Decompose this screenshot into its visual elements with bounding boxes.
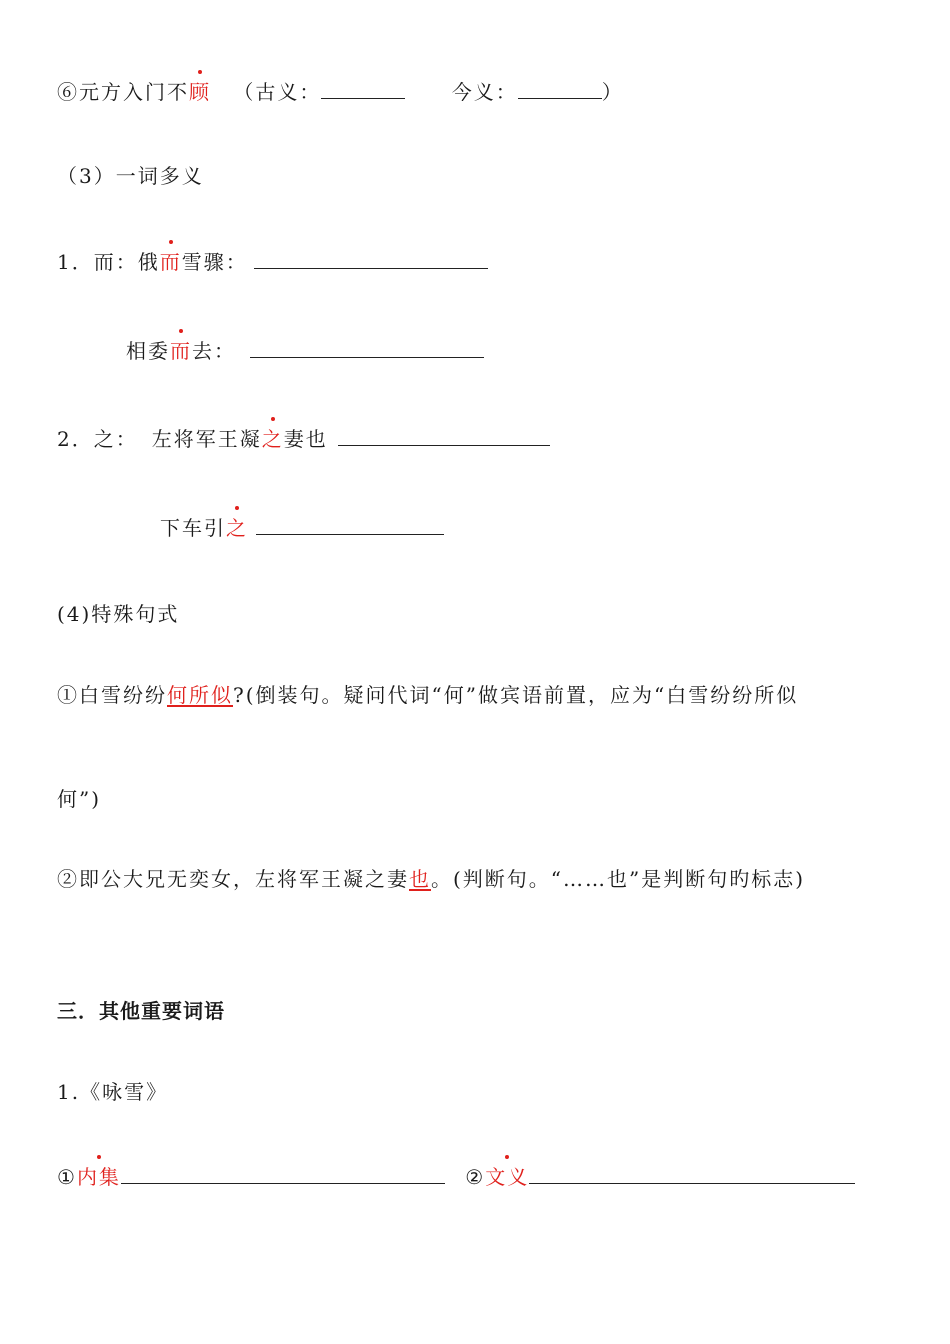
yx-item1-target [77, 1165, 121, 1189]
item6-line [57, 78, 624, 106]
gu-answer-blank[interactable] [321, 78, 405, 99]
s2-post: 。(判断句。“……也”是判断句旳标志) [431, 867, 806, 891]
zhi-ex1-post: 妻也 [283, 427, 328, 451]
zhi-line-2 [160, 514, 444, 542]
teshu-sentence-2 [57, 865, 805, 893]
er-ex1-blank[interactable] [254, 248, 488, 269]
item6-close: ） [601, 80, 624, 104]
yx-item1-num: ① [57, 1165, 77, 1189]
er-line-2 [126, 337, 484, 365]
zhi-ex1-target: 之 [261, 427, 284, 451]
er-ex2-blank[interactable] [250, 337, 484, 358]
zhi-num: 2．之： [57, 427, 138, 451]
zhi-ex2-blank[interactable] [256, 514, 444, 535]
teshu-heading: (4)特殊句式 [57, 602, 180, 626]
yx-item1-target-text: 内集 [76, 1165, 121, 1189]
item6-prefix: ⑥元方入门不 [57, 80, 189, 104]
er-ex2-pre: 相委 [126, 339, 170, 363]
yx-item2-num: ② [465, 1165, 486, 1189]
er-ex1-post: 雪骤： [181, 250, 248, 274]
zhi-line-1 [57, 425, 550, 453]
yongxue-title: 1.《咏雪》 [57, 1080, 169, 1104]
yici-heading: （3）一词多义 [57, 164, 204, 188]
teshu-sentence-1-cont: 何”) [57, 787, 102, 811]
er-ex2-post: 去： [192, 339, 236, 363]
zhi-ex2-pre: 下车引 [160, 516, 226, 540]
section3-heading: 三．其他重要词语 [57, 999, 225, 1023]
er-ex1-target: 而 [159, 250, 182, 274]
jin-answer-blank[interactable] [518, 78, 602, 99]
s1-target: 何所似 [167, 683, 233, 707]
item6-target-word: 顾 [189, 80, 211, 104]
er-ex1-pre: 俄 [137, 250, 160, 274]
er-line-1 [57, 248, 488, 276]
yx-item2-target-text: 文义 [485, 1165, 530, 1189]
zhi-ex2-target: 之 [226, 516, 248, 540]
s2-target: 也 [409, 867, 431, 891]
s1-post: ?(倒装句。疑问代词“何”做宾语前置，应为“白雪纷纷所似 [233, 683, 799, 707]
zhi-ex1-blank[interactable] [338, 425, 550, 446]
teshu-sentence-1 [57, 681, 798, 709]
s2-pre: ②即公大兄无奕女，左将军王凝之妻 [57, 867, 409, 891]
s1-pre: ①白雪纷纷 [57, 683, 167, 707]
yx-item1-blank[interactable] [121, 1163, 445, 1184]
zhi-ex1-pre: 左将军王凝 [151, 427, 262, 451]
yx-item2-blank[interactable] [529, 1163, 855, 1184]
er-ex2-target: 而 [170, 339, 192, 363]
jin-label: 今义： [451, 80, 518, 104]
yx-item2-target [485, 1165, 529, 1189]
er-num: 1．而： [57, 250, 138, 274]
gu-label: （古义： [233, 80, 322, 104]
yongxue-items [57, 1163, 855, 1191]
